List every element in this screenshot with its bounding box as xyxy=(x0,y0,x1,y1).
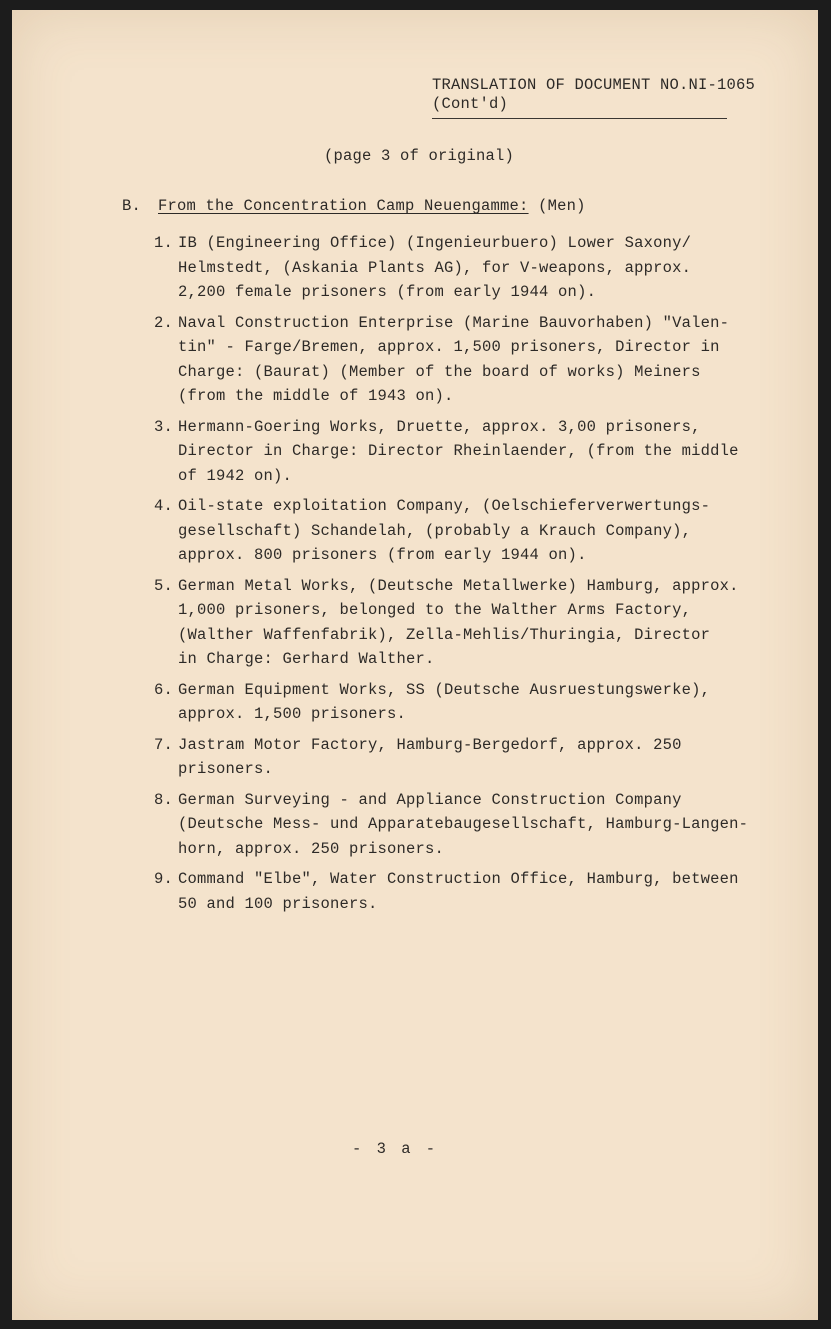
camp-list xyxy=(154,231,754,922)
list-item xyxy=(154,494,754,568)
continued-label: (Cont'd) xyxy=(432,95,727,119)
list-item xyxy=(154,415,754,489)
section-suffix: (Men) xyxy=(538,197,586,215)
item-number: 3. xyxy=(154,417,174,436)
item-text: Hermann-Goering Works, Druette, approx. 3,00 prisoners, Director in Charge: Director Rheinlaender, (from the middle of 1942 on). xyxy=(178,417,739,485)
item-text: Oil-state exploitation Company, (Oelschieferverwertungs- gesellschaft) Schandelah, (probably a Krauch Company), approx. 800 prisoners (from early 1944 on). xyxy=(178,497,711,564)
item-number: 1. xyxy=(154,234,174,252)
document-header xyxy=(432,76,755,119)
item-number: 8. xyxy=(154,790,174,809)
item-text: IB (Engineering Office) (Ingenieurbuero) Lower Saxony/ Helmstedt, (Askania Plants AG), for V-weapons, approx. 2,200 female prisoners (from early 1944 on). xyxy=(178,234,692,301)
original-page-reference: (page 3 of original) xyxy=(324,147,515,165)
list-item xyxy=(154,788,754,862)
item-text: Jastram Motor Factory, Hamburg-Bergedorf, approx. 250 prisoners. xyxy=(178,735,682,778)
item-number: 2. xyxy=(154,313,174,332)
item-number: 7. xyxy=(154,735,174,754)
document-page xyxy=(12,10,818,1320)
translation-title: TRANSLATION OF DOCUMENT NO.NI-1065 xyxy=(432,76,756,94)
list-item xyxy=(154,678,754,727)
list-item xyxy=(154,311,754,409)
item-number: 5. xyxy=(154,576,174,595)
item-number: 9. xyxy=(154,870,174,888)
item-text: Naval Construction Enterprise (Marine Bauvorhaben) "Valen- tin" - Farge/Bremen, approx. 1,500 prisoners, Director in Charge: (Baurat) (Member of the board of works) Meiners (from the middle of 1943 on). xyxy=(178,313,730,405)
list-item xyxy=(154,231,754,305)
item-text: Command "Elbe", Water Construction Office, Hamburg, between 50 and 100 prisoners. xyxy=(178,870,739,913)
section-heading xyxy=(122,197,586,215)
list-item xyxy=(154,867,754,916)
item-text: German Surveying - and Appliance Construction Company (Deutsche Mess- und Apparatebaugesellschaft, Hamburg-Langen- horn, approx. 250 prisoners. xyxy=(178,790,749,858)
item-number: 6. xyxy=(154,680,174,699)
item-text: German Metal Works, (Deutsche Metallwerke) Hamburg, approx. 1,000 prisoners, belonged to the Walther Arms Factory, (Walther Waffenfabrik), Zella-Mehlis/Thuringia, Director in Charge: Gerhard Walther. xyxy=(178,576,739,668)
page-number: - 3 a - xyxy=(352,1140,439,1158)
section-title: From the Concentration Camp Neuengamme: xyxy=(158,197,529,215)
item-text: German Equipment Works, SS (Deutsche Ausruestungswerke), approx. 1,500 prisoners. xyxy=(178,680,711,723)
section-letter: B. xyxy=(122,197,142,215)
item-number: 4. xyxy=(154,497,174,515)
list-item xyxy=(154,574,754,672)
list-item xyxy=(154,733,754,782)
